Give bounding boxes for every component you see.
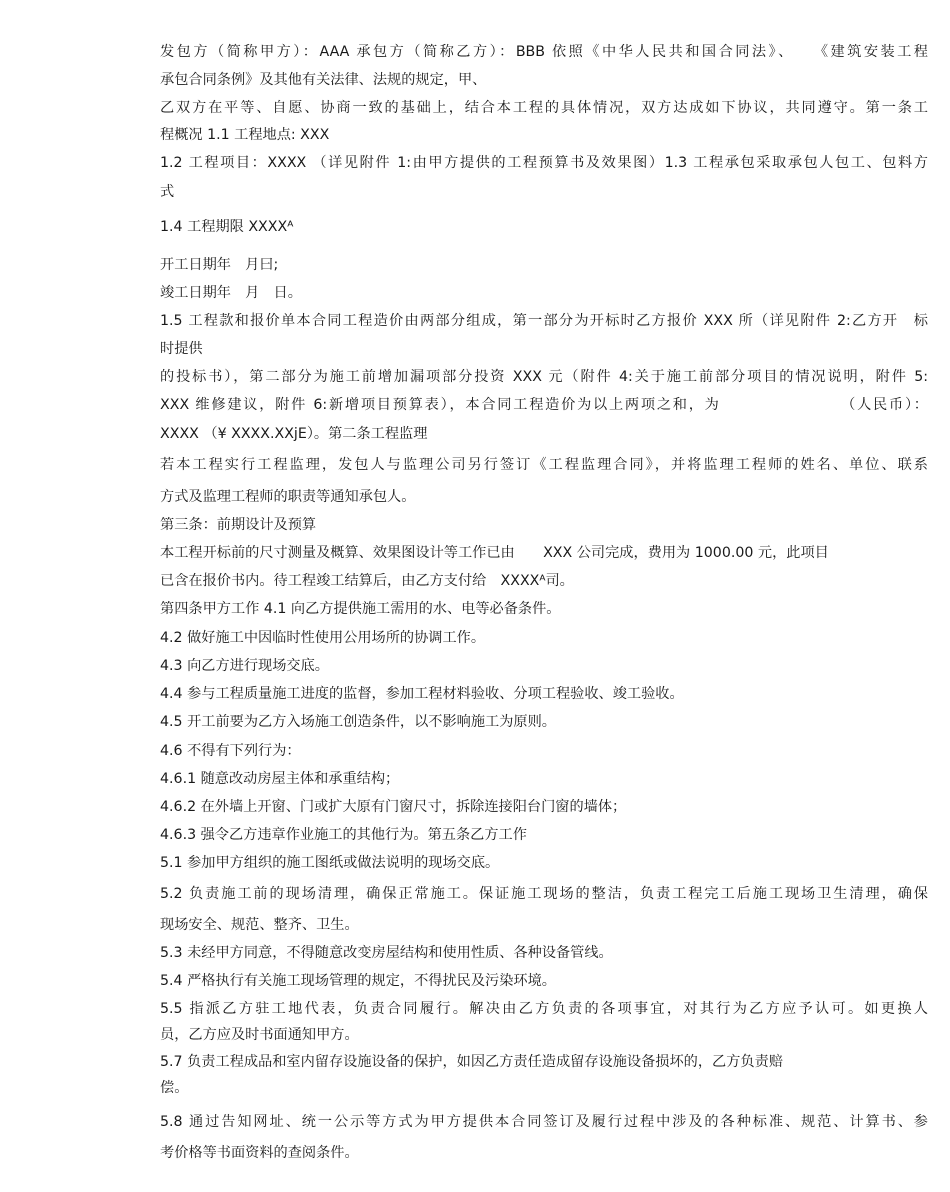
text-line: 竣工日期年 月 日。 (160, 285, 302, 301)
text-line: 开工日期年 月曰; (160, 257, 279, 273)
text-line: 5.3 未经甲方同意，不得随意改变房屋结构和使用性质、各种设备管线。 (160, 945, 613, 961)
text-line: 4.6.2 在外墙上开窗、门或扩大原有门窗尺寸，拆除连接阳台门窗的墙体； (160, 799, 627, 815)
text-line: 5.5 指派乙方驻工地代表，负责合同履行。解决由乙方负责的各项事宜，对其行为乙方应予认可。如更换人 (160, 1001, 928, 1017)
text-line: 5.8 通过告知网址、统一公示等方式为甲方提供本合同签订及履行过程中涉及的各种标准、规范、计算书、参 (160, 1114, 928, 1130)
text-line: 4.2 做好施工中因临时性使用公用场所的协调工作。 (160, 630, 486, 646)
text-line: 考价格等书面资料的查阅条件。 (160, 1145, 359, 1161)
text-line: 现场安全、规范、整齐、卫生。 (160, 917, 359, 933)
text-line: 4.4 参与工程质量施工进度的监督，参加工程材料验收、分项工程验收、竣工验收。 (160, 686, 684, 702)
text-line: XXXX （¥ XXXX.XXjE）。第二条工程监理 (160, 426, 428, 442)
text-line: 1.2 工程项目：XXXX （详见附件 1:由甲方提供的工程预算书及效果图）1.3 工程承包采取承包人包工、包料方 (160, 155, 928, 171)
text-line: 员，乙方应及时书面通知甲方。 (160, 1027, 359, 1043)
text-line: 第三条：前期设计及预算 (160, 517, 317, 533)
text-line: 4.5 开工前要为乙方入场施工创造条件，以不影响施工为原则。 (160, 714, 556, 730)
text-line: 1.4 工程期限 XXXXᴬ (160, 219, 294, 235)
text-line: 方式及监理工程师的职责等通知承包人。 (160, 489, 416, 505)
text-line: 第四条甲方工作 4.1 向乙方提供施工需用的水、电等必备条件。 (160, 601, 561, 617)
text-line: 1.5 工程款和报价单本合同工程造价由两部分组成，第一部分为开标时乙方报价 XXX 所（详见附件 2:乙方开 标 (160, 313, 928, 329)
text-line: 4.3 向乙方进行现场交底。 (160, 658, 329, 674)
text-line: 4.6 不得有下列行为： (160, 743, 301, 759)
text-line: 程概况 1.1 工程地点: XXX (160, 127, 330, 143)
text-line: 5.7 负责工程成品和室内留存设施设备的保护，如因乙方责任造成留存设施设备损坏的，乙方负责赔 (160, 1054, 783, 1070)
text-line: 4.6.3 强令乙方违章作业施工的其他行为。第五条乙方工作 (160, 827, 527, 843)
text-line: 偿。 (160, 1080, 189, 1096)
text-line: 4.6.1 随意改动房屋主体和承重结构； (160, 771, 400, 787)
text-line: 已含在报价书内。待工程竣工结算后，由乙方支付给 XXXXᴬ司。 (160, 573, 574, 589)
text-line: 式 (160, 184, 175, 200)
text-line: 若本工程实行工程监理，发包人与监理公司另行签订《工程监理合同》，并将监理工程师的姓名、单位、联系 (160, 457, 928, 473)
text-line: 的投标书），第二部分为施工前增加漏项部分投资 XXX 元（附件 4:关于施工前部分项目的情况说明，附件 5: (160, 369, 928, 385)
text-line: 承包合同条例》及其他有关法律、法规的规定，甲、 (160, 72, 487, 88)
text-line: 发包方（简称甲方）：AAA 承包方（简称乙方）：BBB 依照《中华人民共和国合同法》、 《建筑安装工程 (160, 44, 928, 60)
text-line: XXX 维修建议，附件 6:新增项目预算表），本合同工程造价为以上两项之和，为 （人民币）： (160, 397, 928, 413)
text-line: 乙双方在平等、自愿、协商一致的基础上，结合本工程的具体情况，双方达成如下协议，共同遵守。第一条工 (160, 100, 928, 116)
text-line: 5.2 负责施工前的现场清理，确保正常施工。保证施工现场的整洁，负责工程完工后施工现场卫生清理，确保 (160, 886, 928, 902)
text-line: 5.1 参加甲方组织的施工图纸或做法说明的现场交底。 (160, 855, 500, 871)
text-line: 5.4 严格执行有关施工现场管理的规定，不得扰民及污染环境。 (160, 973, 556, 989)
text-line: 时提供 (160, 341, 203, 357)
text-line: 本工程开标前的尺寸测量及概算、效果图设计等工作已由 XXX 公司完成，费用为 1000.00 元，此项目 (160, 545, 829, 561)
